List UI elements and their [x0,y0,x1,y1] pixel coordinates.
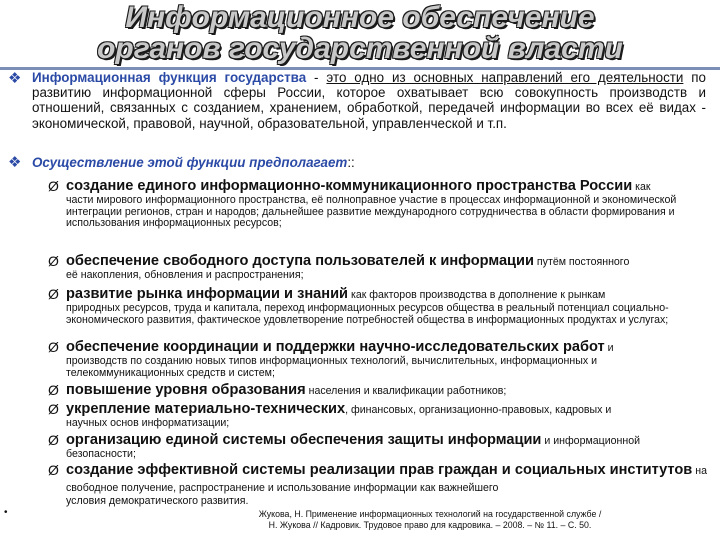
item-heading-rest: и информационной [541,435,641,447]
arrow-bullet-icon: Ø [48,178,59,194]
item-body: безопасности; [66,448,136,460]
list-item [48,178,710,230]
diamond-bullet-icon: ❖ [8,154,22,171]
title-line-1: Информационное обеспечение [125,1,595,34]
item-heading-rest: и [604,342,614,354]
arrow-bullet-icon: Ø [48,339,59,355]
arrow-bullet-icon: Ø [48,432,59,448]
item-heading: повышение уровня образования [66,382,306,398]
item-heading: развитие рынка информации и знаний [66,286,349,302]
function-definition-paragraph [32,70,706,131]
title-line-2: органов государственной власти [97,32,623,65]
list-item [48,382,710,399]
item-heading: создание эффективной системы реализации прав граждан и социальных институтов [66,462,693,478]
arrow-bullet-icon: Ø [48,286,59,302]
implementation-text: Осуществление этой функции предполагает [32,155,348,170]
citation-line-2: Н. Жукова // Кадровик. Трудовое право для кадровика. – 2008. – № 11. – С. 50. [268,520,592,530]
arrow-bullet-icon: Ø [48,401,59,417]
item-heading: организацию единой системы обеспечения защиты информации [66,432,542,448]
item-heading: обеспечение координации и поддержки научно-исследовательских работ [66,339,605,355]
implementation-colon: :: [347,155,355,170]
diamond-bullet-icon: ❖ [8,70,22,87]
implementation-heading [32,155,355,170]
citation [170,509,690,531]
definition-lead: Информационная функция государства [32,70,307,85]
list-item [48,253,710,282]
definition-underlined: это одно из основных направлений его деятельности [326,70,684,85]
item-heading: создание единого информационно-коммуникационного пространства России [66,178,633,194]
item-heading: укрепление материально-технических [66,401,346,417]
item-heading-rest: как факторов производства в дополнение к рынкам [348,289,606,301]
definition-separator: - [306,70,327,85]
item-heading-rest: населения и квалификации работников; [305,385,507,397]
list-item [48,401,710,430]
list-item [48,462,710,508]
item-body: условия демократического развития. [66,495,249,507]
definition-text: по развитию информационной сферы России, которое охватывает всю совокупность производств и отношений, связанных с созданием, хранением, обработкой, передачей информации во всех её видах - экономической, правовой, научной, образовательной, управленческой и т.п. [32,70,706,131]
slide-title [0,2,720,64]
list-item [48,432,710,461]
item-heading-rest: , финансовых, организационно-правовых, кадровых и [345,404,612,416]
arrow-bullet-icon: Ø [48,253,59,269]
list-item [48,286,710,326]
item-body: научных основ информатизации; [66,417,230,429]
item-body: её накопления, обновления и распространения; [66,269,304,281]
arrow-bullet-icon: Ø [48,382,59,398]
item-body: части мирового информационного пространства, её полноправное участие в процессах информационной и экономической интеграции регионов, стран и народов; дальнейшее развитие международного сотрудничества в области формирования и использования информационных ресурсов; [66,194,677,230]
footer-dot: • [4,507,8,518]
item-heading: обеспечение свободного доступа пользователей к информации [66,253,534,269]
item-body: природных ресурсов, труда и капитала, переход информационных ресурсов общества в реальный потенциал социально-экономического развития, фактическое удовлетворение потребностей общества в информационных продуктах и услугах; [66,302,669,326]
citation-line-1: Жукова, Н. Применение информационных технологий на государственной службе / [258,509,602,519]
item-heading-rest: путём постоянного [533,256,630,268]
item-body: производств по созданию новых типов информационных технологий, вычислительных, информационных и телекоммуникационных средств и систем; [66,355,598,379]
list-item [48,339,710,379]
item-heading-rest: на свободное получение, распространение и использование информации как важнейшего [66,465,707,494]
arrow-bullet-icon: Ø [48,462,59,478]
item-heading-rest: как [632,181,651,193]
